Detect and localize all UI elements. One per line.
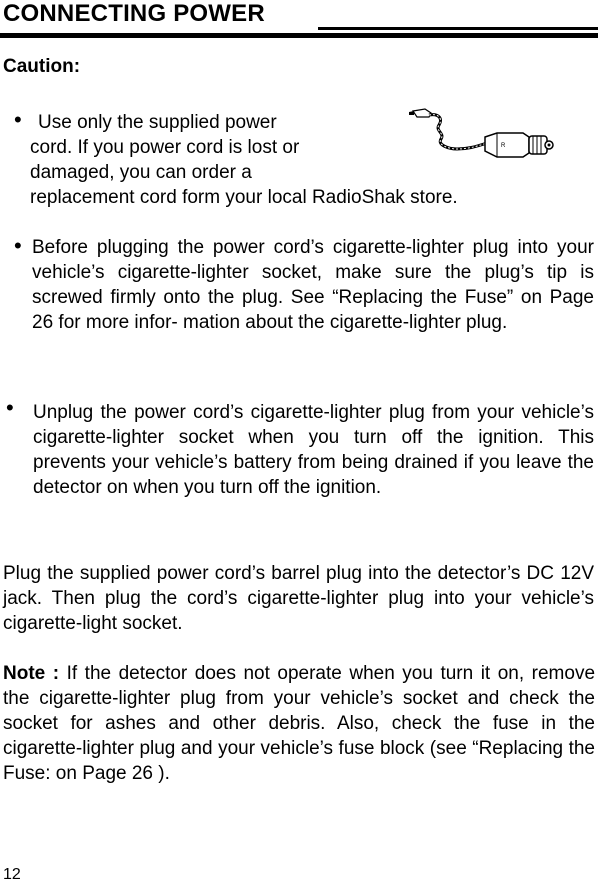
page-title: CONNECTING POWER [3, 0, 265, 27]
caution-heading: Caution: [3, 56, 81, 77]
bullet-1-line-4: replacement cord form your local RadioShak store. [30, 187, 458, 208]
note-label: Note : [3, 663, 60, 684]
title-rule-thin [318, 27, 598, 30]
bullet-icon: • [14, 233, 22, 258]
bullet-3-text: Unplug the power cord’s cigarette-lighter plug from your vehicle’s cigarette-lighter socket when you turn off the ignition. This prevents your vehicle’s battery from being drained if you leave the detector on when you turn off the ignition. [33, 402, 594, 498]
instruction-paragraph: Plug the supplied power cord’s barrel plug into the detector’s DC 12V jack. Then plug the cord’s cigarette-lighter plug into your vehicle’s cigarette-light socket. [3, 563, 594, 634]
bullet-icon: • [6, 395, 14, 420]
page-number: 12 [3, 866, 21, 883]
bullet-1-line-3: damaged, you can order a [30, 162, 252, 183]
note-text: If the detector does not operate when you turn it on, remove the cigarette-lighter plug from your vehicle’s socket and check the socket for ashes and other debris. Also, check the fuse in the cigarette-lighter plug and your vehicle’s fuse block (see “Replacing the Fuse: on Page 26 ). [3, 663, 596, 784]
bullet-icon: • [14, 107, 22, 132]
note-paragraph [3, 661, 595, 786]
bullet-1-text [30, 110, 370, 185]
power-cord-illustration [405, 103, 555, 171]
bullet-1-line-2: cord. If you power cord is lost or [30, 137, 300, 158]
bullet-2-text: Before plugging the power cord’s cigarette-lighter plug into your vehicle’s cigarette-lighter socket, make sure the plug’s tip is screwed firmly onto the plug. See “Replacing the Fuse” on Page 26 for more infor- mation about the cigarette-lighter plug. [32, 237, 594, 333]
svg-text:R: R [501, 143, 506, 149]
title-rule-thick [0, 33, 598, 38]
bullet-1-line-1: Use only the supplied power [38, 112, 277, 133]
